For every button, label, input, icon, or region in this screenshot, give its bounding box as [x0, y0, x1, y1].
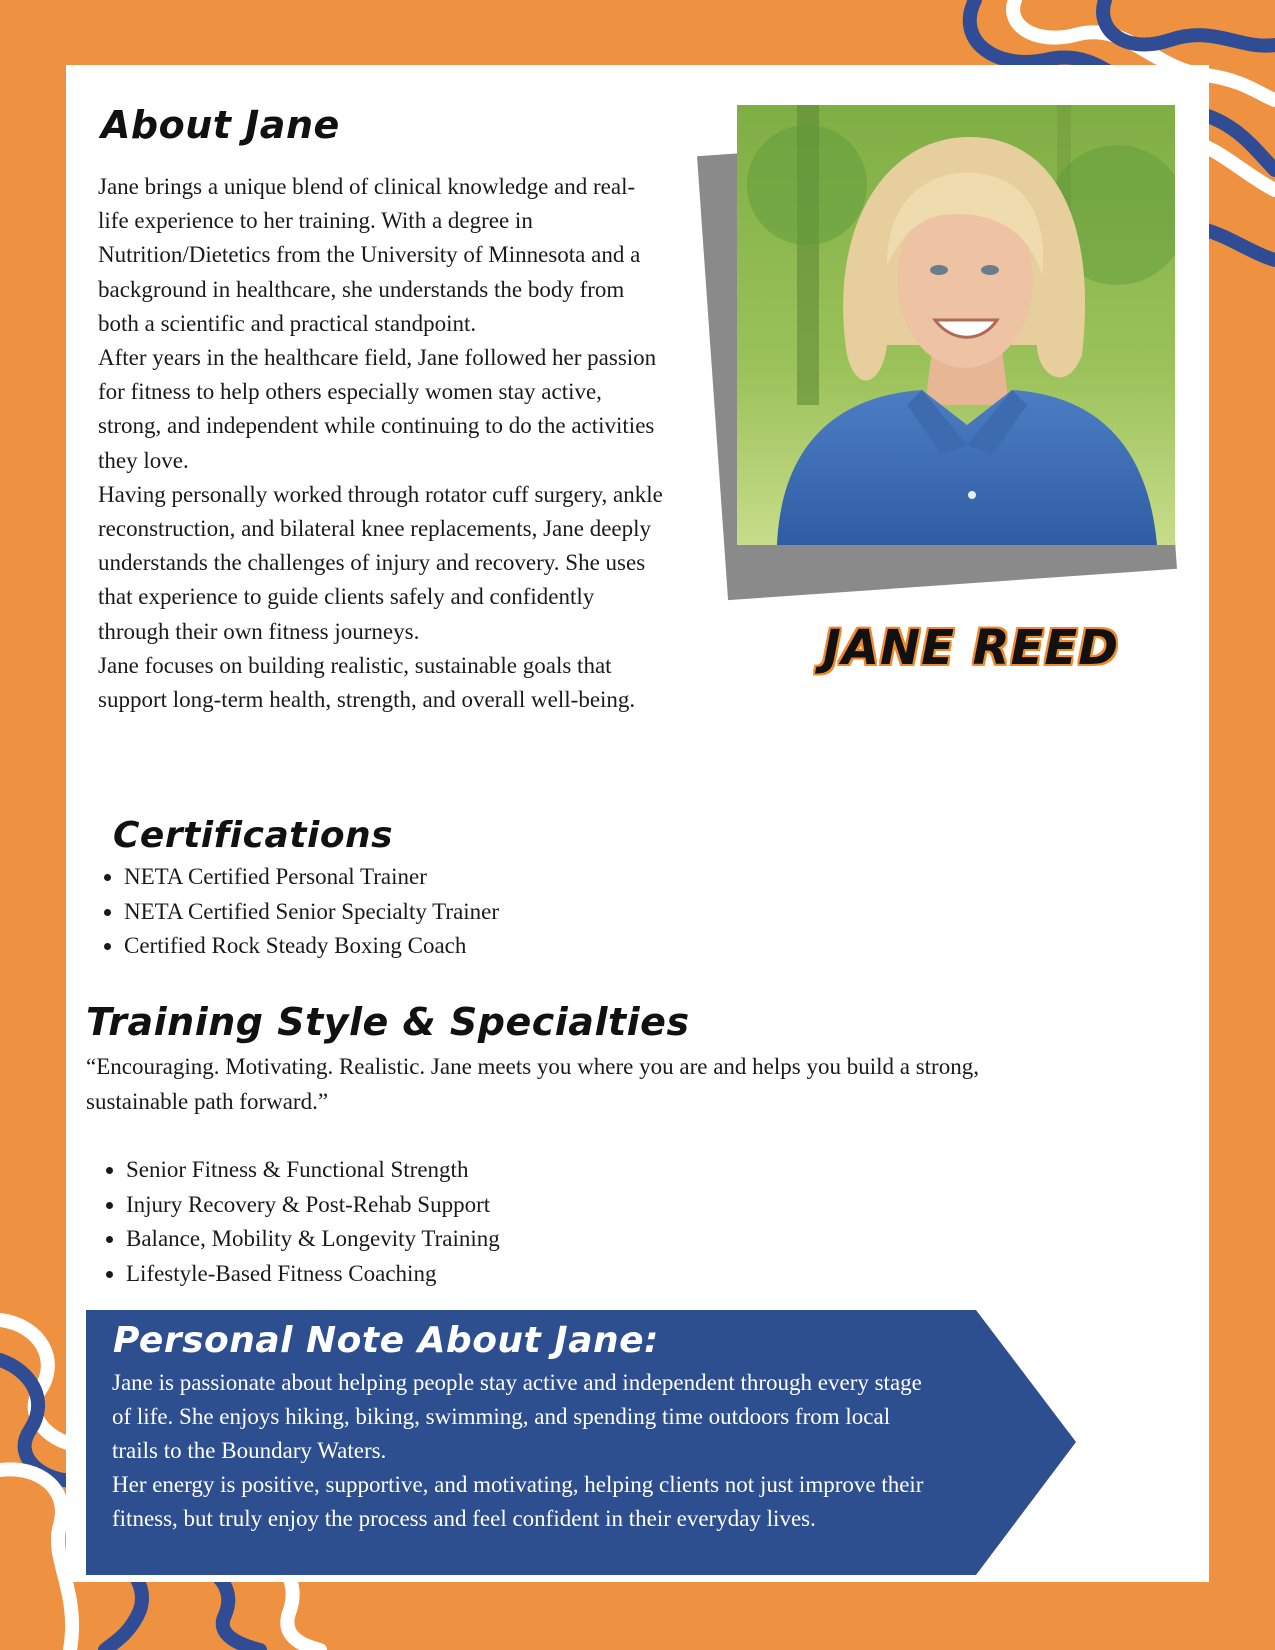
personal-note-banner [86, 1310, 1076, 1575]
about-heading: About Jane [101, 103, 340, 147]
trainer-name: JANE REED [822, 620, 1120, 676]
certification-item: • NETA Certified Personal Trainer [124, 860, 499, 895]
certification-item: • NETA Certified Senior Specialty Trainer [124, 895, 499, 930]
specialties-list [98, 1153, 500, 1291]
certification-item: • Certified Rock Steady Boxing Coach [124, 929, 499, 964]
portrait-illustration [737, 105, 1175, 545]
personal-note-body [112, 1366, 932, 1536]
personal-note-paragraph: Her energy is positive, supportive, and motivating, helping clients not just improve their fitness, but truly enjoy the process and feel confident in their everyday lives. [112, 1472, 924, 1531]
about-paragraph: Having personally worked through rotator cuff surgery, ankle reconstruction, and bilateral knee replacements, Jane deeply understands the challenges of injury and recovery. She uses that experience to guide clients safely and confidently through their own fitness journeys. [98, 481, 663, 644]
about-paragraph: After years in the healthcare field, Jane followed her passion for fitness to help others especially women stay active, strong, and independent while continuing to do the activities they love. [98, 345, 657, 473]
certifications-heading: Certifications [113, 815, 394, 856]
personal-note-heading: Personal Note About Jane: [113, 1320, 659, 1361]
about-paragraph: Jane focuses on building realistic, sustainable goals that support long-term health, strength, and overall well-being. [98, 652, 636, 713]
specialty-item: • Senior Fitness & Functional Strength [126, 1153, 500, 1188]
certifications-list [96, 860, 499, 964]
portrait-photo [737, 105, 1175, 545]
specialty-item: • Lifestyle-Based Fitness Coaching [126, 1257, 500, 1292]
specialty-item: • Balance, Mobility & Longevity Training [126, 1222, 500, 1257]
portrait-frame [712, 105, 1182, 625]
training-style-heading: Training Style & Specialties [86, 1000, 690, 1044]
about-paragraph: Jane brings a unique blend of clinical knowledge and real-life experience to her training. With a degree in Nutrition/Dietetics from the University of Minnesota and a background in healthcare, she understands the body from both a scientific and practical standpoint. [98, 174, 641, 336]
training-style-quote: “Encouraging. Motivating. Realistic. Jane meets you where you are and helps you build a strong, sustainable path forward.” [86, 1054, 979, 1114]
about-body [98, 170, 663, 717]
specialty-item: • Injury Recovery & Post-Rehab Support [126, 1188, 500, 1223]
personal-note-paragraph: Jane is passionate about helping people stay active and independent through every stage of life. She enjoys hiking, biking, swimming, and spending time outdoors from local trails to the Boundary Waters. [112, 1370, 922, 1463]
content-sheet [66, 65, 1209, 1582]
